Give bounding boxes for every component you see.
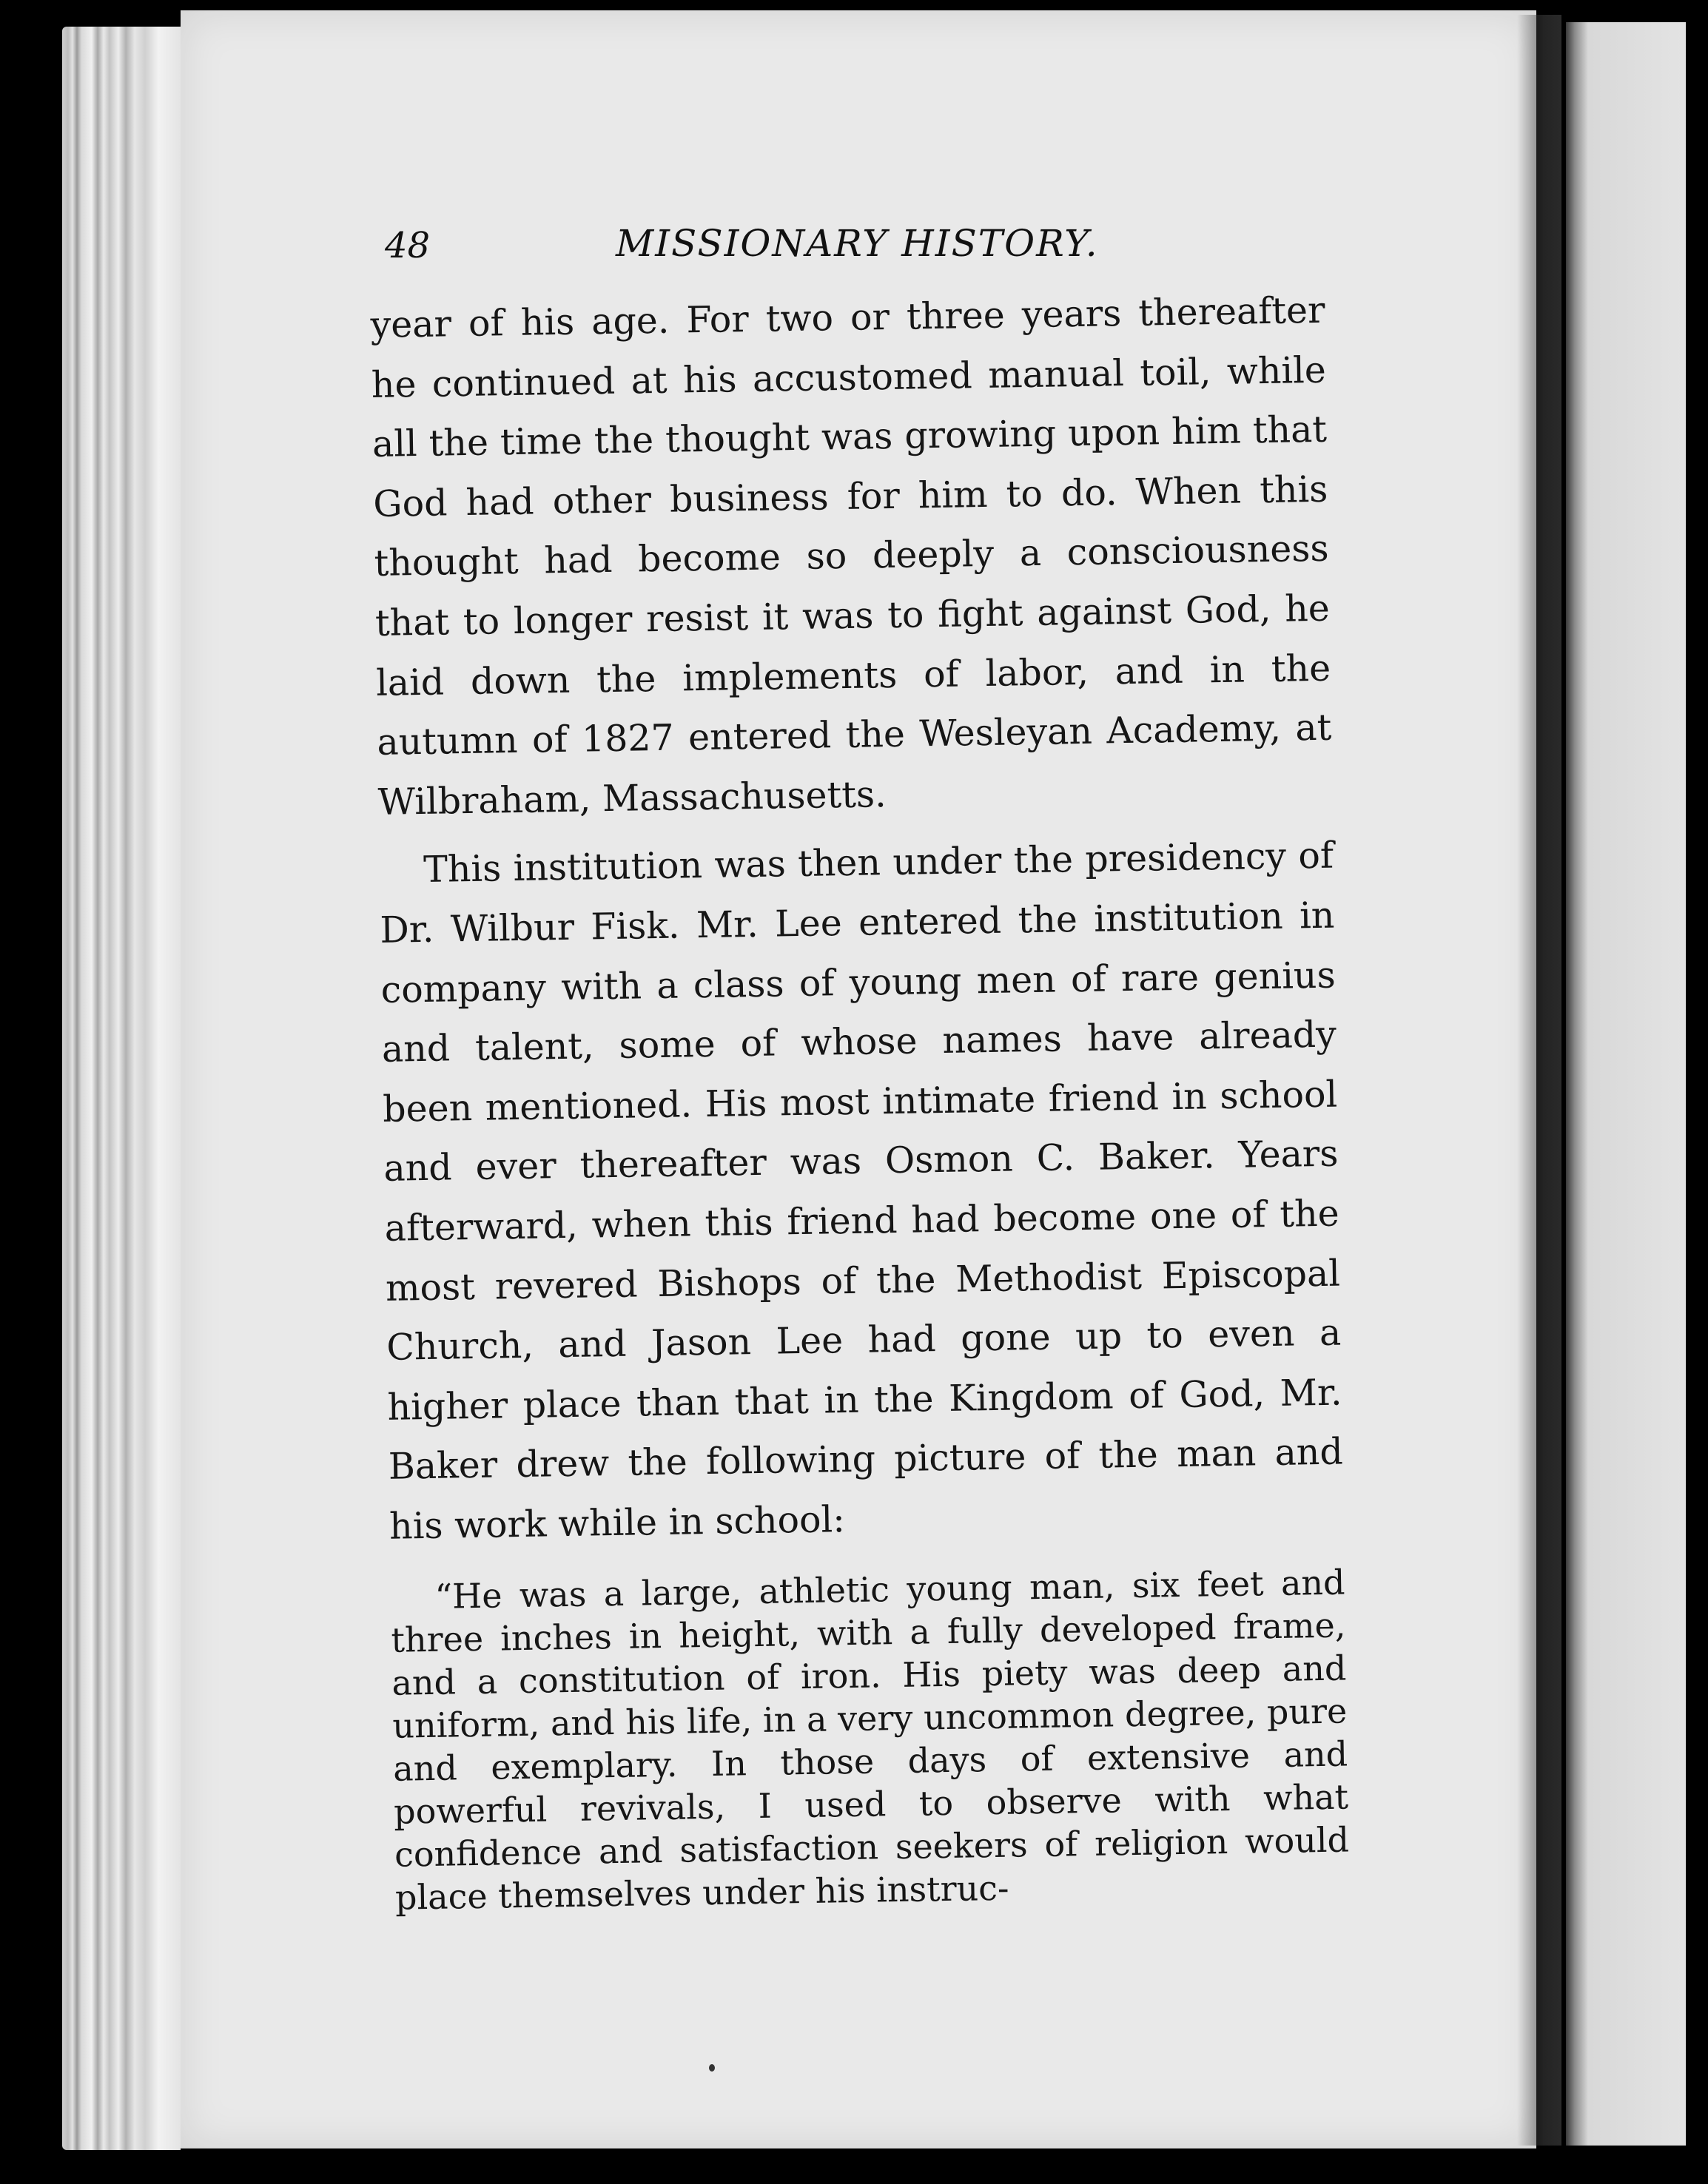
page-number: 48: [385, 225, 431, 266]
paragraph-1: year of his age. For two or three years thereafter he continued at his accustomed manual toil, while all the time the thought was growing upon him that God had other business for him to do. When this thought had become so deeply a consciousness that to longer resist it was to fight against God, he laid down the implements of labor, and in the autumn of 1827 entered the Wesleyan Academy, at Wilbraham, Massachusetts.: [370, 289, 1332, 823]
page-stack-edges: [62, 27, 181, 2150]
running-title: MISSIONARY HISTORY.: [616, 222, 1099, 265]
text-block: [370, 281, 1351, 1953]
ink-speck: [709, 2064, 715, 2072]
gutter-shadow: [1517, 15, 1561, 2146]
quotation: “He was a large, athletic young man, six feet and three inches in height, with a fully developed frame, and a constitution of iron. His piety was deep and uniform, and his life, in a very uncommon degree, pure and exemplary. In those days of extensive and powerful revivals, I used to observe with what confidence and satisfaction seekers of religion would place themselves under his instruc-: [391, 1562, 1350, 1918]
scan-border: [1686, 0, 1708, 2184]
paragraph-2: This institution was then under the presidency of Dr. Wilbur Fisk. Mr. Lee entered the institution in company with a class of young men of rare genius and talent, some of whose names have already been mentioned. His most intimate friend in school and ever thereafter was Osmon C. Baker. Years afterward, when this friend had become one of the most revered Bishops of the Methodist Episcopal Church, and Jason Lee had gone up to even a higher place than that in the Kingdom of God, Mr. Baker drew the following picture of the man and his work while in school:: [380, 834, 1344, 1548]
running-head: [385, 222, 1376, 274]
